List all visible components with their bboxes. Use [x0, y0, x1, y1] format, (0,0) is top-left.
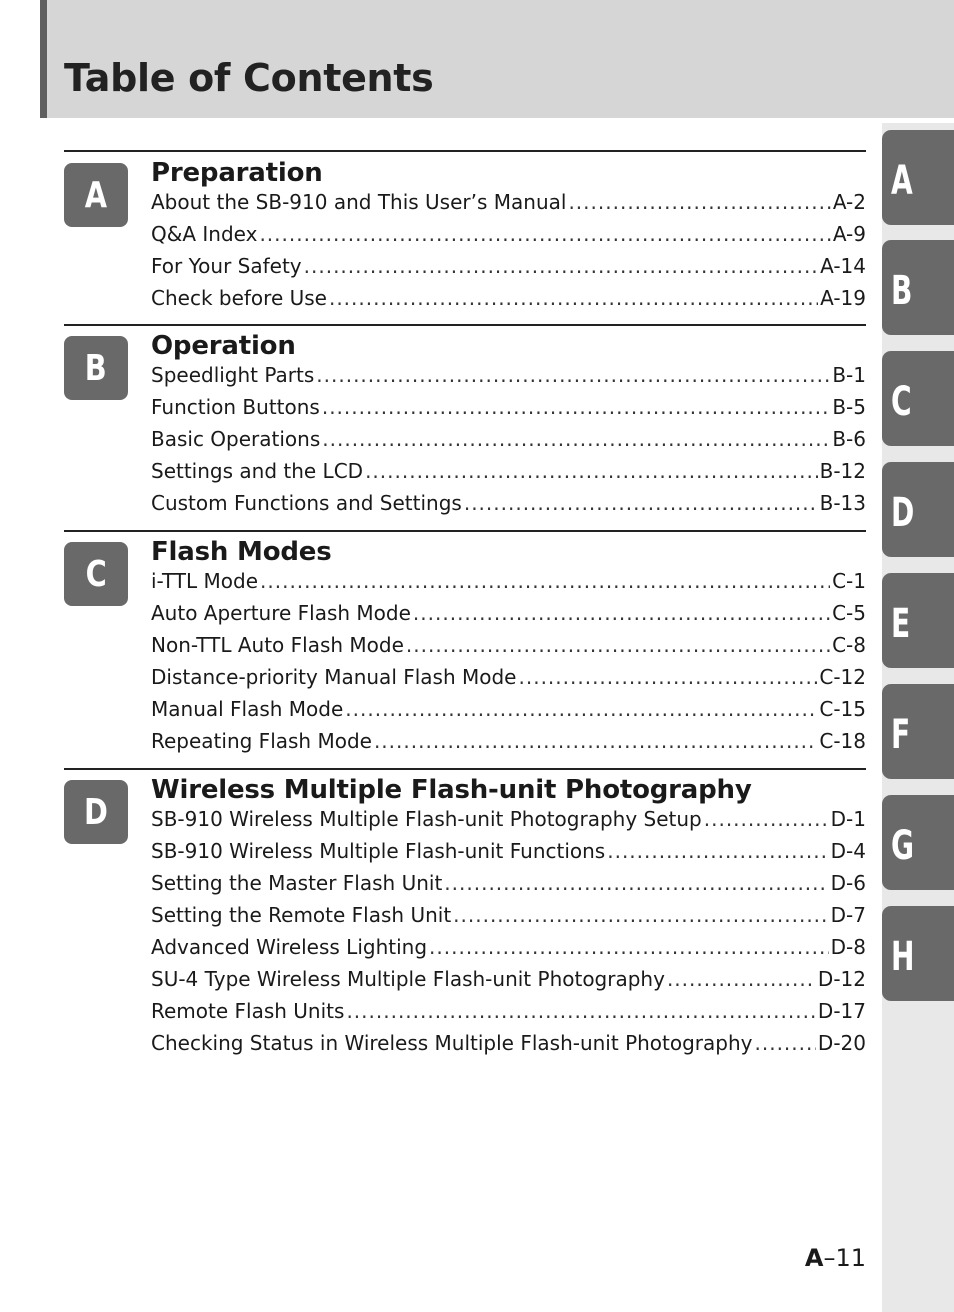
section-letter-badge: B — [64, 336, 128, 400]
section-letter-badge: A — [64, 163, 128, 227]
dot-leader — [304, 254, 818, 278]
section-divider — [64, 530, 866, 532]
toc-entry[interactable]: For Your Safety ..... A-14 — [151, 254, 866, 282]
dot-leader — [260, 569, 830, 593]
dot-leader — [374, 729, 817, 753]
toc-entry[interactable]: Check before Use ..... A-19 — [151, 286, 866, 314]
dot-leader — [704, 807, 829, 831]
dot-leader — [329, 286, 818, 310]
toc-entry[interactable]: Settings and the LCD ..... B-12 — [151, 459, 866, 487]
dot-leader — [429, 935, 829, 959]
side-tab-e[interactable]: E — [882, 573, 954, 668]
toc-entry[interactable]: Remote Flash Units ..... D-17 — [151, 999, 866, 1027]
toc-entry[interactable]: Setting the Master Flash Unit ..... D-6 — [151, 871, 866, 899]
section-divider — [64, 324, 866, 326]
page-title: Table of Contents — [64, 56, 434, 100]
dot-leader — [607, 839, 828, 863]
toc-entry[interactable]: SB-910 Wireless Multiple Flash-unit Functions ..... D-4 — [151, 839, 866, 867]
dot-leader — [464, 491, 818, 515]
dot-leader — [519, 665, 818, 689]
section-heading: Preparation — [151, 158, 323, 188]
section-letter-badge: D — [64, 780, 128, 844]
dot-leader — [568, 190, 830, 214]
section-heading: Flash Modes — [151, 537, 332, 567]
section-divider — [64, 150, 866, 152]
toc-entry[interactable]: Basic Operations ..... B-6 — [151, 427, 866, 455]
section-heading: Operation — [151, 331, 296, 361]
dot-leader — [322, 427, 830, 451]
dot-leader — [667, 967, 816, 991]
dot-leader — [444, 871, 828, 895]
toc-entry[interactable]: SB-910 Wireless Multiple Flash-unit Photography Setup ..... D-1 — [151, 807, 866, 835]
side-tab-h[interactable]: H — [882, 906, 954, 1001]
toc-entry[interactable]: Non-TTL Auto Flash Mode ..... C-8 — [151, 633, 866, 661]
dot-leader — [316, 363, 830, 387]
toc-entry[interactable]: Auto Aperture Flash Mode ..... C-5 — [151, 601, 866, 629]
toc-entry[interactable]: Speedlight Parts ..... B-1 — [151, 363, 866, 391]
dot-leader — [345, 697, 817, 721]
dot-leader — [406, 633, 830, 657]
toc-entry[interactable]: Advanced Wireless Lighting ..... D-8 — [151, 935, 866, 963]
dot-leader — [322, 395, 830, 419]
side-tab-c[interactable]: C — [882, 351, 954, 446]
toc-entry[interactable]: Q&A Index ..... A-9 — [151, 222, 866, 250]
side-tab-a[interactable]: A — [882, 130, 954, 225]
dot-leader — [346, 999, 815, 1023]
toc-entry[interactable]: i-TTL Mode ..... C-1 — [151, 569, 866, 597]
toc-entry[interactable]: Manual Flash Mode ..... C-15 — [151, 697, 866, 725]
toc-entry[interactable]: Checking Status in Wireless Multiple Flash-unit Photography ..... D-20 — [151, 1031, 866, 1059]
header-accent-bar — [40, 0, 47, 118]
dot-leader — [453, 903, 829, 927]
toc-entry[interactable]: About the SB-910 and This User’s Manual ..... A-2 — [151, 190, 866, 218]
section-divider — [64, 768, 866, 770]
dot-leader — [755, 1031, 816, 1055]
toc-entry[interactable]: Function Buttons ..... B-5 — [151, 395, 866, 423]
section-heading: Wireless Multiple Flash-unit Photography — [151, 775, 752, 805]
side-tab-f[interactable]: F — [882, 684, 954, 779]
dot-leader — [259, 222, 830, 246]
side-tab-d[interactable]: D — [882, 462, 954, 557]
dot-leader — [413, 601, 830, 625]
dot-leader — [365, 459, 818, 483]
side-tab-b[interactable]: B — [882, 240, 954, 335]
toc-entry[interactable]: Distance-priority Manual Flash Mode ..... C-12 — [151, 665, 866, 693]
toc-entry[interactable]: Setting the Remote Flash Unit ..... D-7 — [151, 903, 866, 931]
section-letter-badge: C — [64, 542, 128, 606]
side-tab-g[interactable]: G — [882, 795, 954, 890]
toc-entry[interactable]: Custom Functions and Settings ..... B-13 — [151, 491, 866, 519]
toc-entry[interactable]: Repeating Flash Mode ..... C-18 — [151, 729, 866, 757]
page-number: A–11 — [804, 1244, 866, 1272]
toc-entry[interactable]: SU-4 Type Wireless Multiple Flash-unit Photography ..... D-12 — [151, 967, 866, 995]
